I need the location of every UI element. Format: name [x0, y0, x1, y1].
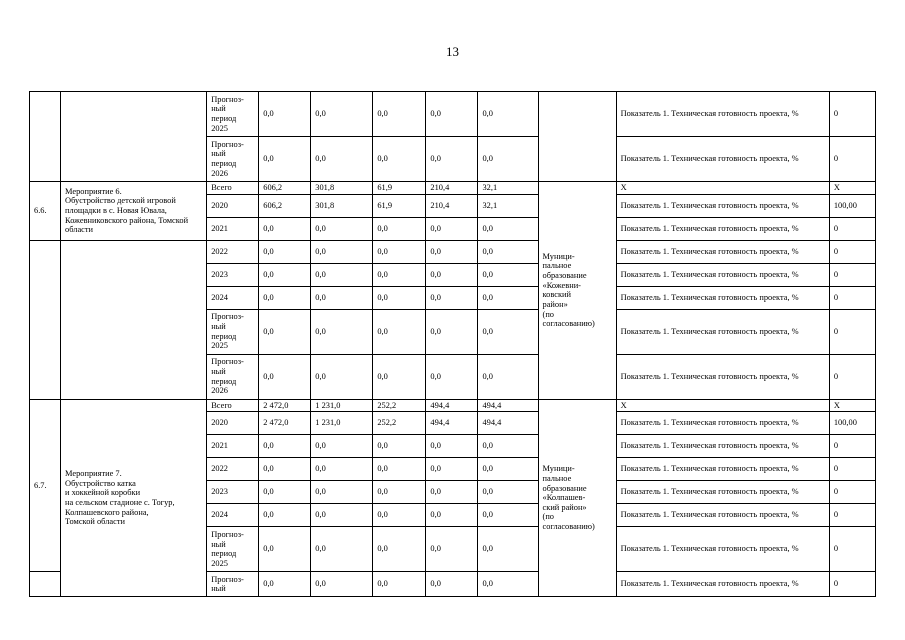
value-cell: 0,0: [311, 458, 373, 481]
value-cell: 0,0: [478, 263, 538, 286]
result-cell: Х: [829, 399, 875, 412]
result-cell: 0: [829, 504, 875, 527]
value-cell: 0,0: [373, 240, 426, 263]
value-cell: 0,0: [426, 309, 478, 354]
value-cell: 0,0: [311, 504, 373, 527]
table-row: [30, 240, 876, 263]
value-cell: 0,0: [259, 286, 311, 309]
measure-number-empty: [30, 572, 61, 597]
value-cell: 0,0: [478, 481, 538, 504]
period-cell: 2021: [207, 435, 259, 458]
indicator-cell: Показатель 1. Техническая готовность проекта, %: [616, 263, 829, 286]
cont-name-cell: [61, 92, 207, 182]
measure-name: Мероприятие 6. Обустройство детской игровой площадки в с. Новая Ювала, Кожевниковского района, Томской области: [61, 182, 207, 241]
period-cell: Прогноз- ный период 2025: [207, 309, 259, 354]
value-cell: 0,0: [426, 458, 478, 481]
value-cell: 0,0: [426, 217, 478, 240]
cont-num-cell: [30, 92, 61, 182]
value-cell: 0,0: [259, 481, 311, 504]
result-cell: 0: [829, 92, 875, 137]
value-cell: 0,0: [478, 527, 538, 572]
period-cell: 2023: [207, 263, 259, 286]
indicator-cell: Показатель 1. Техническая готовность проекта, %: [616, 527, 829, 572]
value-cell: 0,0: [259, 458, 311, 481]
period-cell: Всего: [207, 182, 259, 195]
value-cell: 0,0: [426, 92, 478, 137]
value-cell: 0,0: [373, 217, 426, 240]
value-cell: 0,0: [373, 435, 426, 458]
indicator-cell: Показатель 1. Техническая готовность проекта, %: [616, 137, 829, 182]
period-cell: Прогноз- ный: [207, 572, 259, 597]
value-cell: 0,0: [373, 458, 426, 481]
page-number: 13: [446, 44, 459, 59]
value-cell: 606,2: [259, 194, 311, 217]
value-cell: 0,0: [373, 263, 426, 286]
result-cell: 0: [829, 286, 875, 309]
value-cell: 210,4: [426, 182, 478, 195]
result-cell: 0: [829, 458, 875, 481]
value-cell: 210,4: [426, 194, 478, 217]
value-cell: 0,0: [311, 309, 373, 354]
value-cell: 0,0: [478, 286, 538, 309]
value-cell: 0,0: [373, 137, 426, 182]
period-cell: 2020: [207, 194, 259, 217]
result-cell: Х: [829, 182, 875, 195]
measure-name-empty: [61, 240, 207, 399]
value-cell: 0,0: [478, 217, 538, 240]
indicator-cell: Показатель 1. Техническая готовность проекта, %: [616, 458, 829, 481]
indicator-cell: Показатель 1. Техническая готовность проекта, %: [616, 412, 829, 435]
value-cell: 0,0: [311, 240, 373, 263]
result-cell: 0: [829, 354, 875, 399]
period-cell: 2022: [207, 458, 259, 481]
indicator-cell: Показатель 1. Техническая готовность проекта, %: [616, 481, 829, 504]
value-cell: 0,0: [426, 240, 478, 263]
value-cell: 0,0: [311, 92, 373, 137]
indicator-cell: Показатель 1. Техническая готовность проекта, %: [616, 240, 829, 263]
result-cell: 0: [829, 481, 875, 504]
value-cell: 252,2: [373, 399, 426, 412]
value-cell: 0,0: [311, 527, 373, 572]
period-cell: Прогноз- ный период 2025: [207, 527, 259, 572]
value-cell: 2 472,0: [259, 399, 311, 412]
value-cell: 0,0: [478, 572, 538, 597]
measure-number: 6.7.: [30, 399, 61, 572]
value-cell: 0,0: [311, 286, 373, 309]
period-cell: Всего: [207, 399, 259, 412]
value-cell: 0,0: [311, 435, 373, 458]
result-cell: 0: [829, 527, 875, 572]
value-cell: 494,4: [426, 399, 478, 412]
value-cell: 301,8: [311, 194, 373, 217]
measure-number-empty: [30, 240, 61, 399]
period-cell: Прогноз- ный период 2026: [207, 137, 259, 182]
indicator-cell: Показатель 1. Техническая готовность проекта, %: [616, 309, 829, 354]
value-cell: 494,4: [478, 399, 538, 412]
value-cell: 0,0: [373, 309, 426, 354]
table-row: [30, 182, 876, 195]
value-cell: 0,0: [478, 137, 538, 182]
value-cell: 0,0: [373, 92, 426, 137]
value-cell: 0,0: [259, 527, 311, 572]
value-cell: 0,0: [259, 309, 311, 354]
value-cell: 0,0: [373, 527, 426, 572]
value-cell: 0,0: [373, 572, 426, 597]
cont-executor-cell: [538, 92, 616, 182]
result-cell: 0: [829, 572, 875, 597]
value-cell: 61,9: [373, 194, 426, 217]
value-cell: 0,0: [259, 240, 311, 263]
value-cell: 0,0: [373, 286, 426, 309]
result-cell: 0: [829, 435, 875, 458]
value-cell: 0,0: [426, 504, 478, 527]
period-cell: 2024: [207, 286, 259, 309]
value-cell: 0,0: [426, 354, 478, 399]
period-cell: 2024: [207, 504, 259, 527]
period-cell: Прогноз- ный период 2026: [207, 354, 259, 399]
value-cell: 61,9: [373, 182, 426, 195]
value-cell: 494,4: [426, 412, 478, 435]
value-cell: 494,4: [478, 412, 538, 435]
value-cell: 0,0: [373, 354, 426, 399]
indicator-cell: Х: [616, 182, 829, 195]
indicator-cell: Показатель 1. Техническая готовность проекта, %: [616, 435, 829, 458]
value-cell: 0,0: [478, 435, 538, 458]
result-cell: 0: [829, 240, 875, 263]
value-cell: 32,1: [478, 194, 538, 217]
value-cell: 0,0: [426, 435, 478, 458]
value-cell: 0,0: [259, 504, 311, 527]
value-cell: 0,0: [426, 527, 478, 572]
value-cell: 0,0: [478, 240, 538, 263]
measure-number: 6.6.: [30, 182, 61, 241]
result-cell: 0: [829, 217, 875, 240]
indicator-cell: Показатель 1. Техническая готовность проекта, %: [616, 194, 829, 217]
indicator-cell: Показатель 1. Техническая готовность проекта, %: [616, 217, 829, 240]
value-cell: 0,0: [478, 92, 538, 137]
result-cell: 0: [829, 309, 875, 354]
indicator-cell: Показатель 1. Техническая готовность проекта, %: [616, 572, 829, 597]
value-cell: 0,0: [311, 481, 373, 504]
measure-name: Мероприятие 7. Обустройство катка и хоккейной коробки на сельском стадионе с. Тогур, Колпашевского района, Томской области: [61, 399, 207, 597]
value-cell: 0,0: [478, 309, 538, 354]
value-cell: 1 231,0: [311, 399, 373, 412]
value-cell: 0,0: [426, 286, 478, 309]
period-cell: 2021: [207, 217, 259, 240]
value-cell: 0,0: [311, 137, 373, 182]
table-row: [30, 92, 876, 137]
value-cell: 0,0: [311, 572, 373, 597]
indicator-cell: Показатель 1. Техническая готовность проекта, %: [616, 354, 829, 399]
period-cell: 2022: [207, 240, 259, 263]
value-cell: 0,0: [426, 572, 478, 597]
value-cell: 0,0: [426, 137, 478, 182]
executor-cell: Муници- пальное образование «Кожевни- ковский район» (по согласованию): [538, 182, 616, 400]
value-cell: 0,0: [259, 137, 311, 182]
value-cell: 0,0: [478, 504, 538, 527]
value-cell: 0,0: [373, 504, 426, 527]
indicator-cell: Показатель 1. Техническая готовность проекта, %: [616, 286, 829, 309]
indicator-cell: Показатель 1. Техническая готовность проекта, %: [616, 92, 829, 137]
result-cell: 100,00: [829, 412, 875, 435]
value-cell: 0,0: [259, 92, 311, 137]
value-cell: 301,8: [311, 182, 373, 195]
period-cell: 2020: [207, 412, 259, 435]
value-cell: 0,0: [478, 354, 538, 399]
value-cell: 0,0: [259, 217, 311, 240]
value-cell: 0,0: [259, 572, 311, 597]
value-cell: 0,0: [311, 354, 373, 399]
value-cell: 0,0: [426, 263, 478, 286]
period-cell: Прогноз- ный период 2025: [207, 92, 259, 137]
indicator-cell: Показатель 1. Техническая готовность проекта, %: [616, 504, 829, 527]
value-cell: 0,0: [311, 217, 373, 240]
value-cell: 0,0: [259, 263, 311, 286]
value-cell: 0,0: [373, 481, 426, 504]
value-cell: 1 231,0: [311, 412, 373, 435]
result-cell: 100,00: [829, 194, 875, 217]
program-table: [29, 91, 876, 597]
result-cell: 0: [829, 137, 875, 182]
value-cell: 606,2: [259, 182, 311, 195]
value-cell: 2 472,0: [259, 412, 311, 435]
executor-cell: Муници- пальное образование «Колпашев- ский район» (по согласованию): [538, 399, 616, 597]
value-cell: 252,2: [373, 412, 426, 435]
value-cell: 0,0: [259, 354, 311, 399]
result-cell: 0: [829, 263, 875, 286]
table-row: [30, 399, 876, 412]
value-cell: 0,0: [478, 458, 538, 481]
indicator-cell: Х: [616, 399, 829, 412]
period-cell: 2023: [207, 481, 259, 504]
value-cell: 0,0: [426, 481, 478, 504]
value-cell: 0,0: [259, 435, 311, 458]
value-cell: 0,0: [311, 263, 373, 286]
value-cell: 32,1: [478, 182, 538, 195]
